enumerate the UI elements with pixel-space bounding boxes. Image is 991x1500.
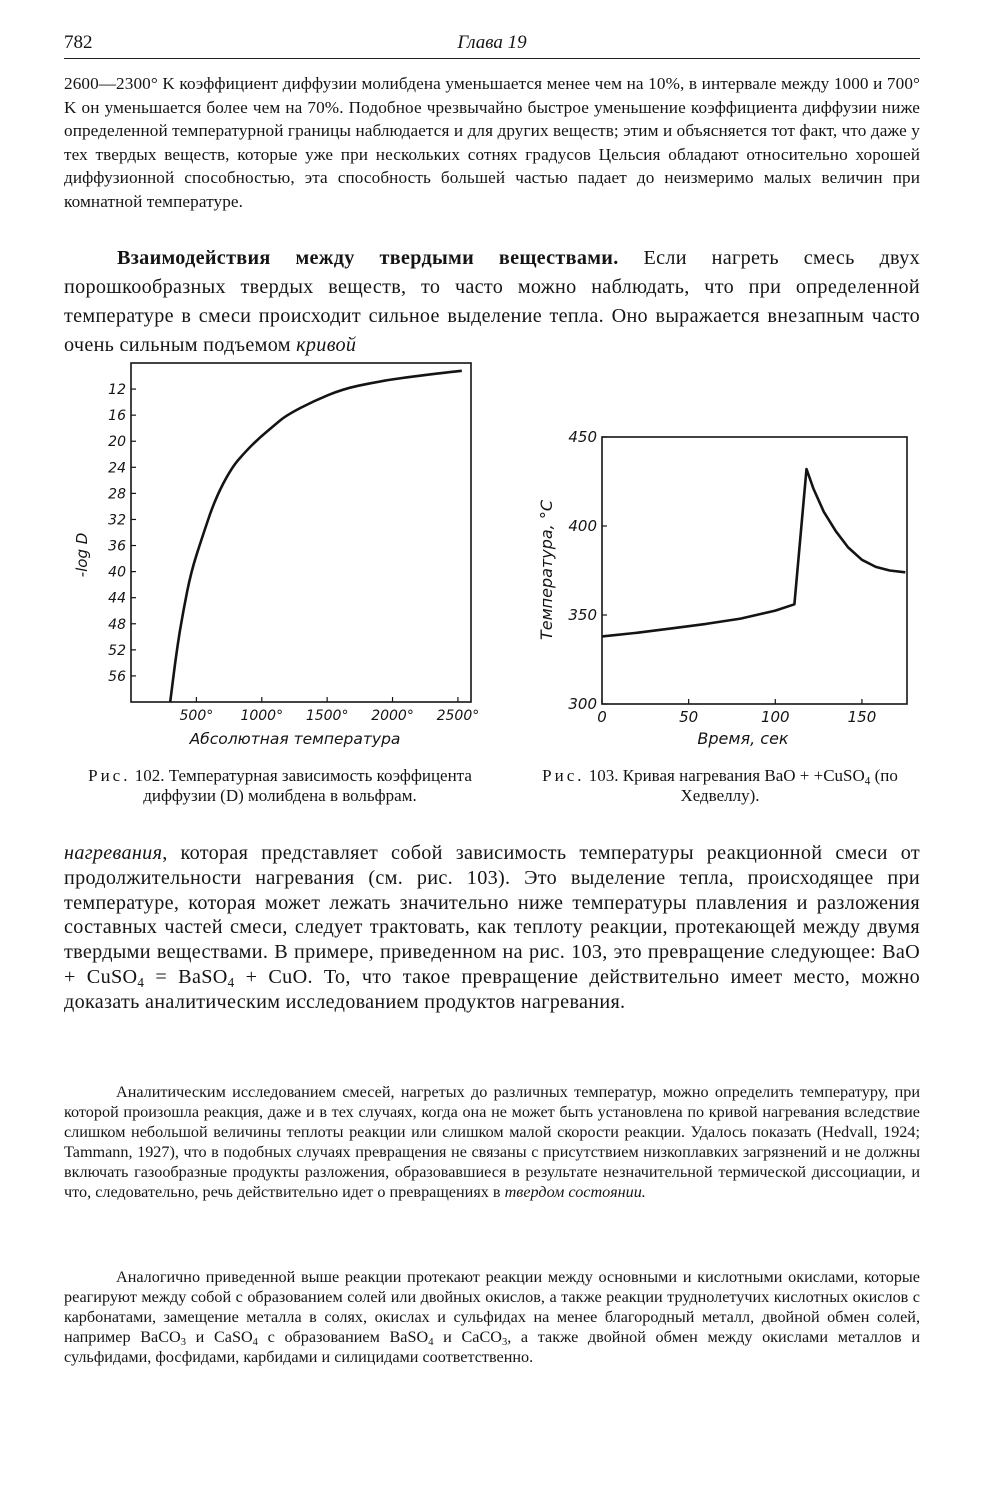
subscript: 3 [180, 1337, 186, 1349]
y-tick-label: 32 [108, 512, 126, 529]
caption-label: Рис. [542, 766, 585, 785]
paragraph-solid-interactions [64, 244, 920, 360]
y-tick-label: 16 [108, 408, 126, 425]
caption-label: Рис. [88, 766, 131, 785]
fig103-curve [602, 469, 905, 636]
x-tick-label: 500° [179, 708, 214, 724]
subscript: 4 [227, 974, 235, 990]
x-tick-label: 2500° [436, 708, 480, 724]
figure-103-caption [520, 766, 920, 806]
section-heading: Взаимодействия между твердыми веществами. [117, 247, 619, 269]
subscript: 4 [864, 775, 871, 788]
italic-term: кривой [296, 334, 357, 356]
y-tick-label: 28 [108, 486, 126, 503]
x-tick-label: 150 [847, 708, 877, 726]
y-tick-label: 36 [108, 538, 126, 555]
figure-102-caption [70, 766, 490, 806]
page-header [64, 30, 920, 59]
paragraph-analogous-reactions [64, 1267, 920, 1367]
x-tick-label: 2000° [371, 708, 414, 724]
paragraph-text: с образованием BaSO [257, 1328, 429, 1346]
figure-102-chart [60, 355, 500, 755]
x-tick-label: 50 [679, 708, 699, 726]
italic-term: нагревания [64, 842, 163, 864]
fig103-ylabel: Температура, °C [537, 499, 556, 641]
x-tick-label: 0 [597, 708, 607, 726]
page-number: 782 [64, 32, 93, 53]
caption-text: 103. Кривая нагревания BaO + +CuSO [584, 766, 865, 785]
fig102-plot-frame [131, 363, 471, 702]
y-tick-label: 20 [108, 434, 126, 451]
paragraph-text: + CuO. То, что такое превращение действительно имеет место, можно доказать аналитическим исследованием продуктов нагревания. [64, 965, 920, 1013]
paragraph-text: , а также двойной обмен между окислами металлов и сульфидами, фосфидами, карбидами и силицидами соответственно. [64, 1328, 920, 1366]
y-tick-label: 48 [108, 616, 126, 633]
y-tick-label: 12 [108, 382, 126, 399]
subscript: 4 [428, 1337, 434, 1349]
paragraph-analytical-study [64, 1082, 920, 1202]
x-tick-label: 1000° [240, 708, 284, 724]
caption-text: 102. Температурная зависимость коэффицента диффузии (D) молибдена в вольфрам. [130, 766, 472, 805]
fig103-xlabel: Время, сек [697, 729, 789, 748]
paragraph-text: = BaSO [144, 965, 228, 988]
y-tick-label: 350 [568, 606, 597, 624]
paragraph-text: и CaCO [433, 1328, 502, 1346]
y-tick-label: 52 [108, 642, 126, 659]
y-tick-label: 44 [108, 590, 126, 607]
fig102-ylabel: -log D [73, 532, 91, 578]
paragraph-diffusion: 2600—2300° K коэффициент диффузии молибдена уменьшается менее чем на 10%, в интервале между 1000 и 700° K он уменьшается более чем на 70%. Подобное чрезвычайно быстрое уменьшение коэффициента диффузии ниже определенной температурной границы наблюдается и для других веществ; этим и объясняется тот факт, что даже у тех твердых веществ, которые уже при нескольких сотнях градусов Цельсия обладают относительно хорошей диффузионной способностью, эта способность большей частью падает до неизмеримо малых величин при комнатной температуре. [64, 74, 920, 211]
caption-text: (по Хедвеллу). [680, 766, 898, 805]
y-tick-label: 300 [568, 695, 597, 713]
subscript: 3 [501, 1337, 508, 1349]
paragraph-heating-curve [64, 841, 920, 1015]
chapter-title: Глава 19 [457, 32, 527, 53]
subscript: 4 [252, 1337, 258, 1349]
y-tick-label: 40 [108, 564, 126, 581]
y-tick-label: 400 [568, 517, 597, 535]
paragraph-text: , которая представляет собой зависимость температуры реакционной смеси от продолжительности нагревания (см. рис. 103). Это выделение тепла, происходящее при температуре, которая может лежать значительно ниже температуры плавления и разложения составных частей смеси, следует трактовать, как теплоту реакции, протекающей между двумя твердыми веществами. В примере, приведенном на рис. 103, это превращение следующее: BaO + CuSO [64, 842, 920, 988]
paragraph-text: Аналитическим исследованием смесей, нагретых до различных температур, можно определить температуру, при которой произошла реакция, даже и в тех случаях, когда она не может быть установлена по кривой нагревания вследствие слишком небольшой величины теплоты реакции или слишком малой скорости реакции. Удалось показать (Hedvall, 1924; Tammann, 1927), что в подобных случаях превращения не связаны с присутствием низкоплавких загрязнений и не должны включать газообразные продукты разложения, образовавшиеся в результате незначительной термической диссоциации, и что, следовательно, речь действительно идет о превращениях в [64, 1083, 920, 1201]
fig102-xlabel: Абсолютная температура [189, 730, 401, 748]
figure-103-chart [530, 420, 930, 760]
italic-term: твердом состоянии. [504, 1183, 646, 1201]
fig102-curve [170, 371, 462, 702]
x-tick-label: 100 [760, 708, 790, 726]
paragraph-text: Если нагреть смесь двух порошкообразных твердых веществ, то часто можно наблюдать, что при определенной температуре в смеси происходит сильное выделение тепла. Оно выражается внезапным часто очень сильным подъемом [64, 247, 920, 356]
x-tick-label: 1500° [305, 708, 349, 724]
y-tick-label: 24 [108, 460, 126, 477]
y-tick-label: 56 [108, 668, 126, 685]
fig103-plot-frame [602, 437, 907, 704]
paragraph-text: и CaSO [185, 1328, 253, 1346]
paragraph-text: Аналогично приведенной выше реакции протекают реакции между основными и кислотными окислами, которые реагируют между собой с образованием солей или двойных окислов, а также реакции труднолетучих кислотных окислов с карбонатами, замещение металла в солях, окислах и сульфидах на менее благородный металл, двойной обмен солей, например BaCO [64, 1268, 920, 1346]
y-tick-label: 450 [568, 428, 597, 446]
subscript: 4 [137, 974, 145, 990]
